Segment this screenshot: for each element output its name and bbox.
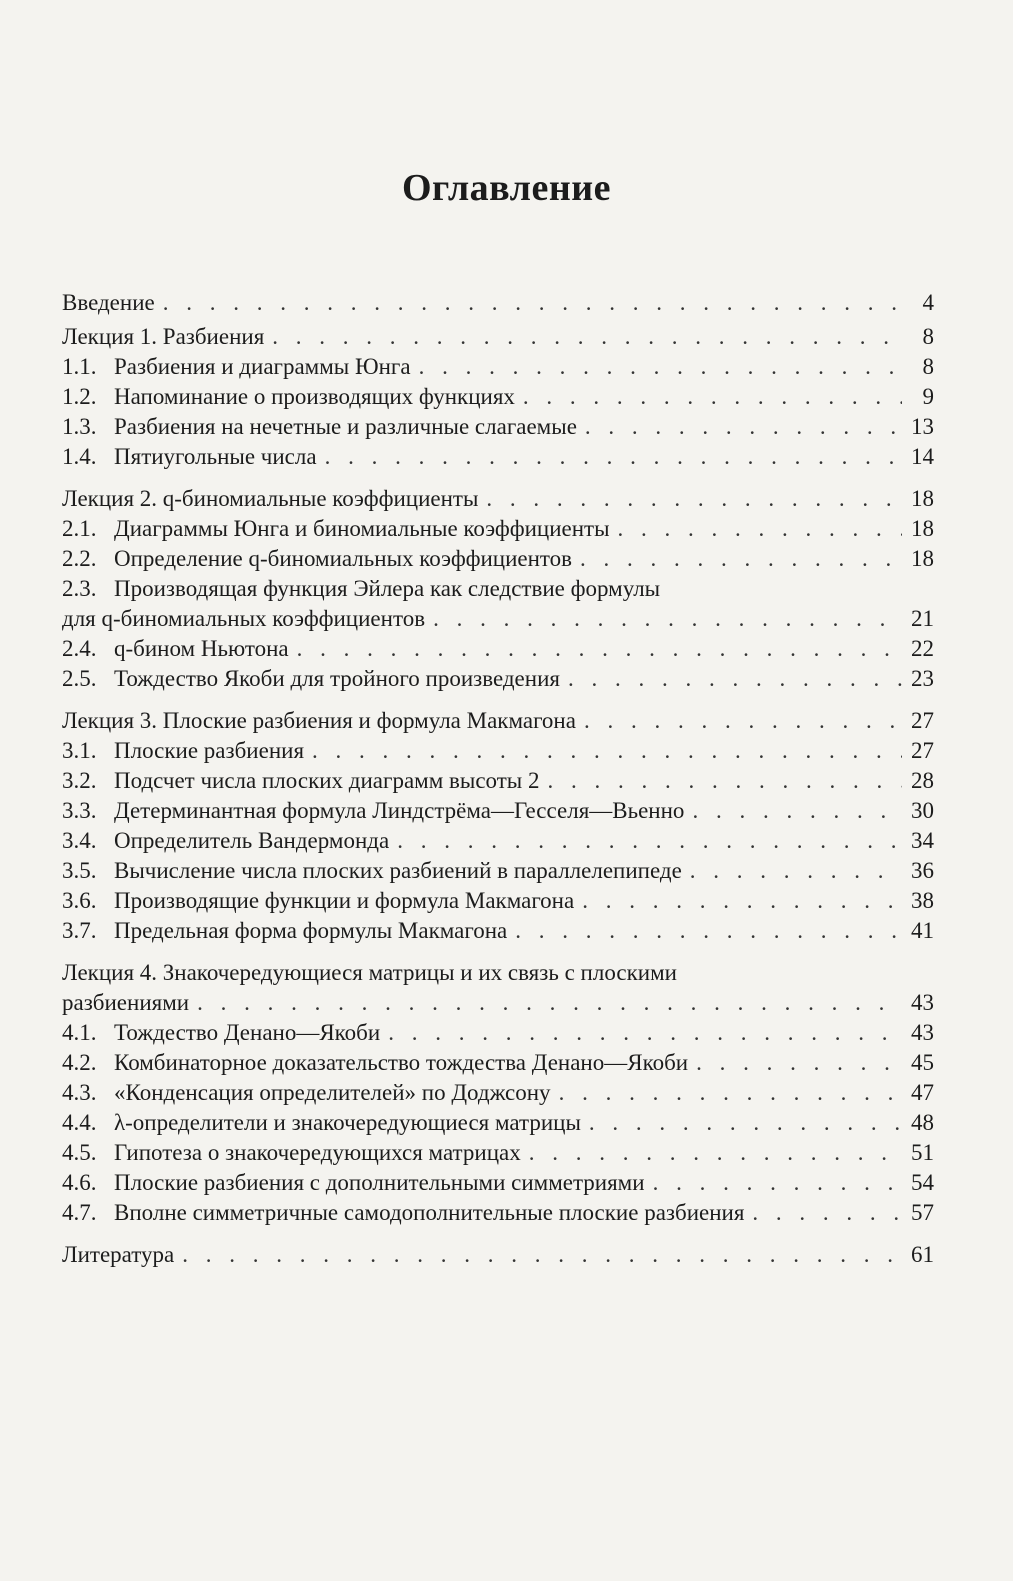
toc-entry[interactable] <box>62 856 934 886</box>
toc-page-number: 27 <box>911 708 934 733</box>
toc-entry-title: Вполне симметричные самодополнительные плоские разбиения <box>114 1200 745 1225</box>
toc-page-number: 4 <box>922 290 934 315</box>
toc-entry[interactable] <box>62 916 934 946</box>
toc-entry-title: Введение <box>62 290 155 315</box>
toc-entry-number: 2.4. <box>62 636 97 661</box>
toc-entry[interactable] <box>62 544 934 574</box>
toc-entry-title: «Конденсация определителей» по Доджсону <box>114 1080 551 1105</box>
toc-entry-title: Плоские разбиения с дополнительными симметриями <box>114 1170 645 1195</box>
dot-leader <box>584 706 902 736</box>
toc-entry[interactable] <box>62 796 934 826</box>
dot-leader <box>297 634 902 664</box>
dot-leader <box>589 1108 902 1138</box>
toc-entry-title: Напоминание о производящих функциях <box>114 384 515 409</box>
dot-leader <box>388 1018 902 1048</box>
dot-leader <box>163 288 902 318</box>
toc-page-number: 14 <box>911 444 934 469</box>
toc-page-number: 45 <box>911 1050 934 1075</box>
toc-entry[interactable] <box>62 514 934 544</box>
toc-page-number: 30 <box>911 798 934 823</box>
dot-leader <box>653 1168 902 1198</box>
toc-entry[interactable] <box>62 382 934 412</box>
toc-entry[interactable] <box>62 484 934 514</box>
toc-entry-title: Диаграммы Юнга и биномиальные коэффициенты <box>114 516 610 541</box>
dot-leader <box>182 1240 902 1270</box>
toc-entry-title: Производящие функции и формула Макмагона <box>114 888 575 913</box>
toc-entry-title: Пятиугольные числа <box>114 444 317 469</box>
dot-leader <box>548 766 903 796</box>
toc-entry[interactable] <box>62 1048 934 1078</box>
toc-entry[interactable] <box>62 604 934 634</box>
toc-entry-title-continuation: разбиениями <box>62 990 190 1015</box>
toc-entry-number: 2.2. <box>62 546 97 571</box>
toc-entry-number: 1.3. <box>62 414 97 439</box>
dot-leader <box>419 352 902 382</box>
toc-page-number: 23 <box>911 666 934 691</box>
toc-entry[interactable] <box>62 1168 934 1198</box>
toc-entry-title: Комбинаторное доказательство тождества Денано—Якоби <box>114 1050 689 1075</box>
toc-entry-title: Детерминантная формула Линдстрёма—Гесселя—Вьенно <box>114 798 685 823</box>
toc-page-number: 9 <box>922 384 934 409</box>
toc-page-number: 22 <box>911 636 934 661</box>
toc-entry-number: 3.5. <box>62 858 97 883</box>
dot-leader <box>397 826 902 856</box>
toc-entry-number: 4.4. <box>62 1110 97 1135</box>
toc-entry-number: 4.3. <box>62 1080 97 1105</box>
toc-entry-first-line <box>62 574 934 604</box>
toc-page-number: 13 <box>911 414 934 439</box>
dot-leader <box>618 514 902 544</box>
toc-page-number: 18 <box>911 546 934 571</box>
toc-page-number: 36 <box>911 858 934 883</box>
toc-page-number: 43 <box>911 990 934 1015</box>
dot-leader <box>272 322 902 352</box>
toc-entry-title: Лекция 2. q-биномиальные коэффициенты <box>62 486 479 511</box>
toc-entry-title: Подсчет числа плоских диаграмм высоты 2 <box>114 768 540 793</box>
toc-entry-number: 3.7. <box>62 918 97 943</box>
toc-entry-number: 4.5. <box>62 1140 97 1165</box>
page-title: Оглавление <box>401 167 612 209</box>
dot-leader <box>696 1048 902 1078</box>
toc-page-number: 21 <box>911 606 934 631</box>
toc-page-number: 8 <box>922 324 934 349</box>
toc-page-number: 18 <box>911 486 934 511</box>
toc-entry[interactable] <box>62 664 934 694</box>
toc-entry-number: 1.4. <box>62 444 97 469</box>
dot-leader <box>752 1198 902 1228</box>
dot-leader <box>523 382 902 412</box>
toc-entry[interactable] <box>62 634 934 664</box>
toc-entry-number: 4.1. <box>62 1020 97 1045</box>
dot-leader <box>692 796 902 826</box>
toc-entry-first-line <box>62 958 934 988</box>
toc-page-number: 47 <box>911 1080 934 1105</box>
toc-page-number: 18 <box>911 516 934 541</box>
toc-entry-number: 4.7. <box>62 1200 97 1225</box>
toc-page-number: 57 <box>911 1200 934 1225</box>
toc-entry-number: 3.1. <box>62 738 97 763</box>
toc-entry-title: λ-определители и знакочередующиеся матрицы <box>114 1110 581 1135</box>
dot-leader <box>568 664 902 694</box>
toc-entry[interactable] <box>62 1108 934 1138</box>
dot-leader <box>529 1138 902 1168</box>
dot-leader <box>580 544 902 574</box>
toc-entry-number: 3.2. <box>62 768 97 793</box>
toc-page-number: 34 <box>911 828 934 853</box>
toc-entry[interactable] <box>62 886 934 916</box>
toc-entry-number: 4.2. <box>62 1050 97 1075</box>
toc-page-number: 28 <box>911 768 934 793</box>
toc-entry-title: Производящая функция Эйлера как следствие формулы <box>114 576 661 601</box>
toc-page-number: 51 <box>911 1140 934 1165</box>
toc-entry-number: 1.2. <box>62 384 97 409</box>
toc-entry-number: 3.6. <box>62 888 97 913</box>
toc-entry-number: 2.1. <box>62 516 97 541</box>
dot-leader <box>559 1078 902 1108</box>
toc-page-number: 43 <box>911 1020 934 1045</box>
dot-leader <box>312 736 902 766</box>
toc-page-number: 61 <box>911 1242 934 1267</box>
toc-entry-title: Определитель Вандермонда <box>114 828 390 853</box>
toc-entry-title: Предельная форма формулы Макмагона <box>114 918 508 943</box>
toc-page-number: 54 <box>911 1170 934 1195</box>
toc-entry[interactable] <box>62 1018 934 1048</box>
toc-entry-title: Гипотеза о знакочередующихся матрицах <box>114 1140 521 1165</box>
toc-entry[interactable] <box>62 1198 934 1228</box>
toc-entry-number: 2.5. <box>62 666 97 691</box>
toc-page-number: 8 <box>922 354 934 379</box>
toc-page-number: 41 <box>911 918 934 943</box>
toc-entry[interactable] <box>62 322 934 352</box>
dot-leader <box>582 886 902 916</box>
toc-entry-title: Лекция 3. Плоские разбиения и формула Макмагона <box>62 708 576 733</box>
toc-entry-title: Лекция 4. Знакочередующиеся матрицы и их связь с плоскими <box>62 960 677 985</box>
table-of-contents <box>62 288 934 1270</box>
toc-entry-title: Разбиения на нечетные и различные слагаемые <box>114 414 577 439</box>
dot-leader <box>325 442 902 472</box>
toc-entry-number: 3.4. <box>62 828 97 853</box>
toc-entry[interactable] <box>62 442 934 472</box>
toc-entry-title: Вычисление числа плоских разбиений в параллелепипеде <box>114 858 682 883</box>
toc-entry-title: q-бином Ньютона <box>114 636 289 661</box>
toc-entry-number: 1.1. <box>62 354 97 379</box>
toc-entry[interactable] <box>62 1138 934 1168</box>
dot-leader <box>486 484 902 514</box>
toc-entry[interactable] <box>62 352 934 382</box>
toc-entry-title: Определение q-биномиальных коэффициентов <box>114 546 573 571</box>
toc-entry-number: 2.3. <box>62 576 97 601</box>
toc-entry-title: Тождество Денано—Якоби <box>114 1020 381 1045</box>
toc-entry[interactable] <box>62 766 934 796</box>
toc-entry-title-continuation: для q-биномиальных коэффициентов <box>62 606 426 631</box>
dot-leader <box>433 604 902 634</box>
toc-entry[interactable] <box>62 736 934 766</box>
toc-entry-title: Лекция 1. Разбиения <box>62 324 265 349</box>
toc-entry[interactable] <box>62 1078 934 1108</box>
toc-entry-number: 4.6. <box>62 1170 97 1195</box>
dot-leader <box>197 988 902 1018</box>
toc-page-number: 27 <box>911 738 934 763</box>
toc-entry-title: Плоские разбиения <box>114 738 305 763</box>
toc-entry-number: 3.3. <box>62 798 97 823</box>
toc-entry[interactable] <box>62 988 934 1018</box>
toc-entry[interactable] <box>62 412 934 442</box>
toc-entry[interactable] <box>62 1240 934 1270</box>
toc-page-number: 38 <box>911 888 934 913</box>
toc-entry-title: Тождество Якоби для тройного произведения <box>114 666 560 691</box>
toc-entry[interactable] <box>62 826 934 856</box>
dot-leader <box>690 856 902 886</box>
toc-entry-title: Разбиения и диаграммы Юнга <box>114 354 411 379</box>
dot-leader <box>585 412 902 442</box>
toc-entry-title: Литература <box>62 1242 175 1267</box>
toc-entry[interactable] <box>62 706 934 736</box>
toc-entry[interactable] <box>62 288 934 318</box>
dot-leader <box>515 916 902 946</box>
toc-page-number: 48 <box>911 1110 934 1135</box>
